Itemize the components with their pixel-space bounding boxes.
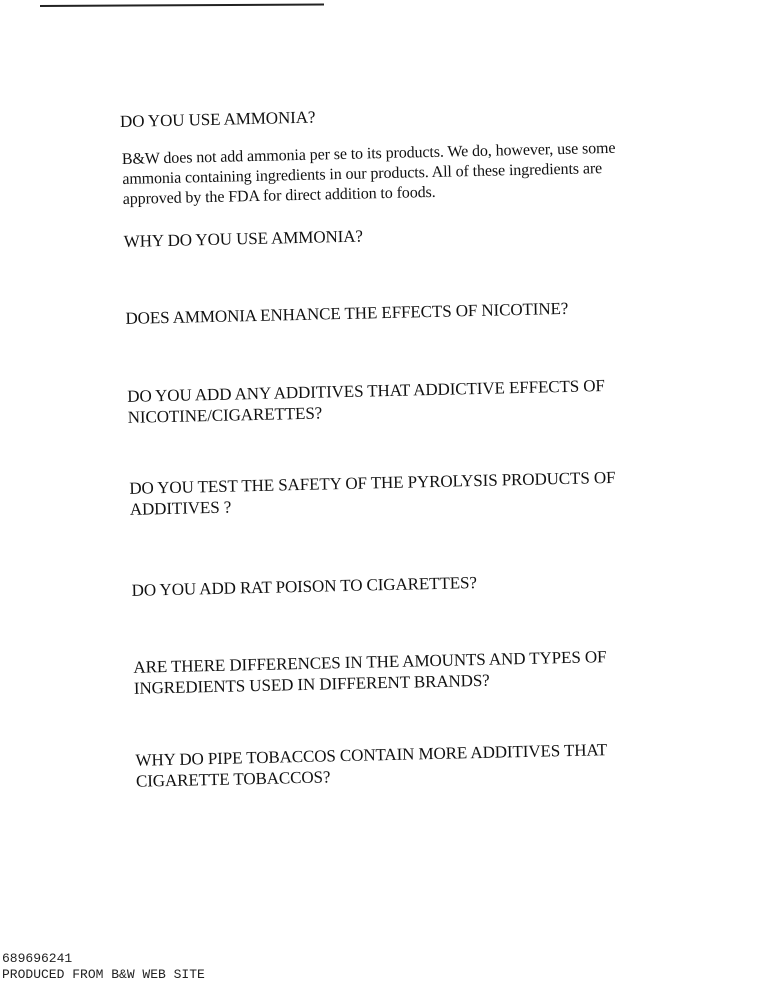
question-pyrolysis-safety: DO YOU TEST THE SAFETY OF THE PYROLYSIS PRODUCTS OF ADDITIVES ? <box>129 467 616 519</box>
question-why-ammonia: WHY DO YOU USE AMMONIA? <box>123 226 364 251</box>
question-brand-differences: ARE THERE DIFFERENCES IN THE AMOUNTS AND TYPES OF INGREDIENTS USED IN DIFFERENT BRANDS? <box>133 647 607 698</box>
document-id: 689696241 <box>2 951 73 966</box>
question-pipe-tobacco: WHY DO PIPE TOBACCOS CONTAIN MORE ADDITIVES THAT CIGARETTE TOBACCOS? <box>135 740 607 791</box>
answer-ammonia-use: B&W does not add ammonia per se to its products. We do, however, use some ammonia containing ingredients in our products. All of these ingredients are approved by the FDA for direct addition to foods. <box>121 139 616 208</box>
question-rat-poison: DO YOU ADD RAT POISON TO CIGARETTES? <box>131 573 478 600</box>
question-addictive-additives: DO YOU ADD ANY ADDITIVES THAT ADDICTIVE EFFECTS OF NICOTINE/CIGARETTES? <box>127 376 606 427</box>
question-ammonia-use: DO YOU USE AMMONIA? <box>119 107 316 131</box>
question-ammonia-nicotine: DOES AMMONIA ENHANCE THE EFFECTS OF NICOTINE? <box>125 298 569 328</box>
source-note: PRODUCED FROM B&W WEB SITE <box>2 967 205 982</box>
